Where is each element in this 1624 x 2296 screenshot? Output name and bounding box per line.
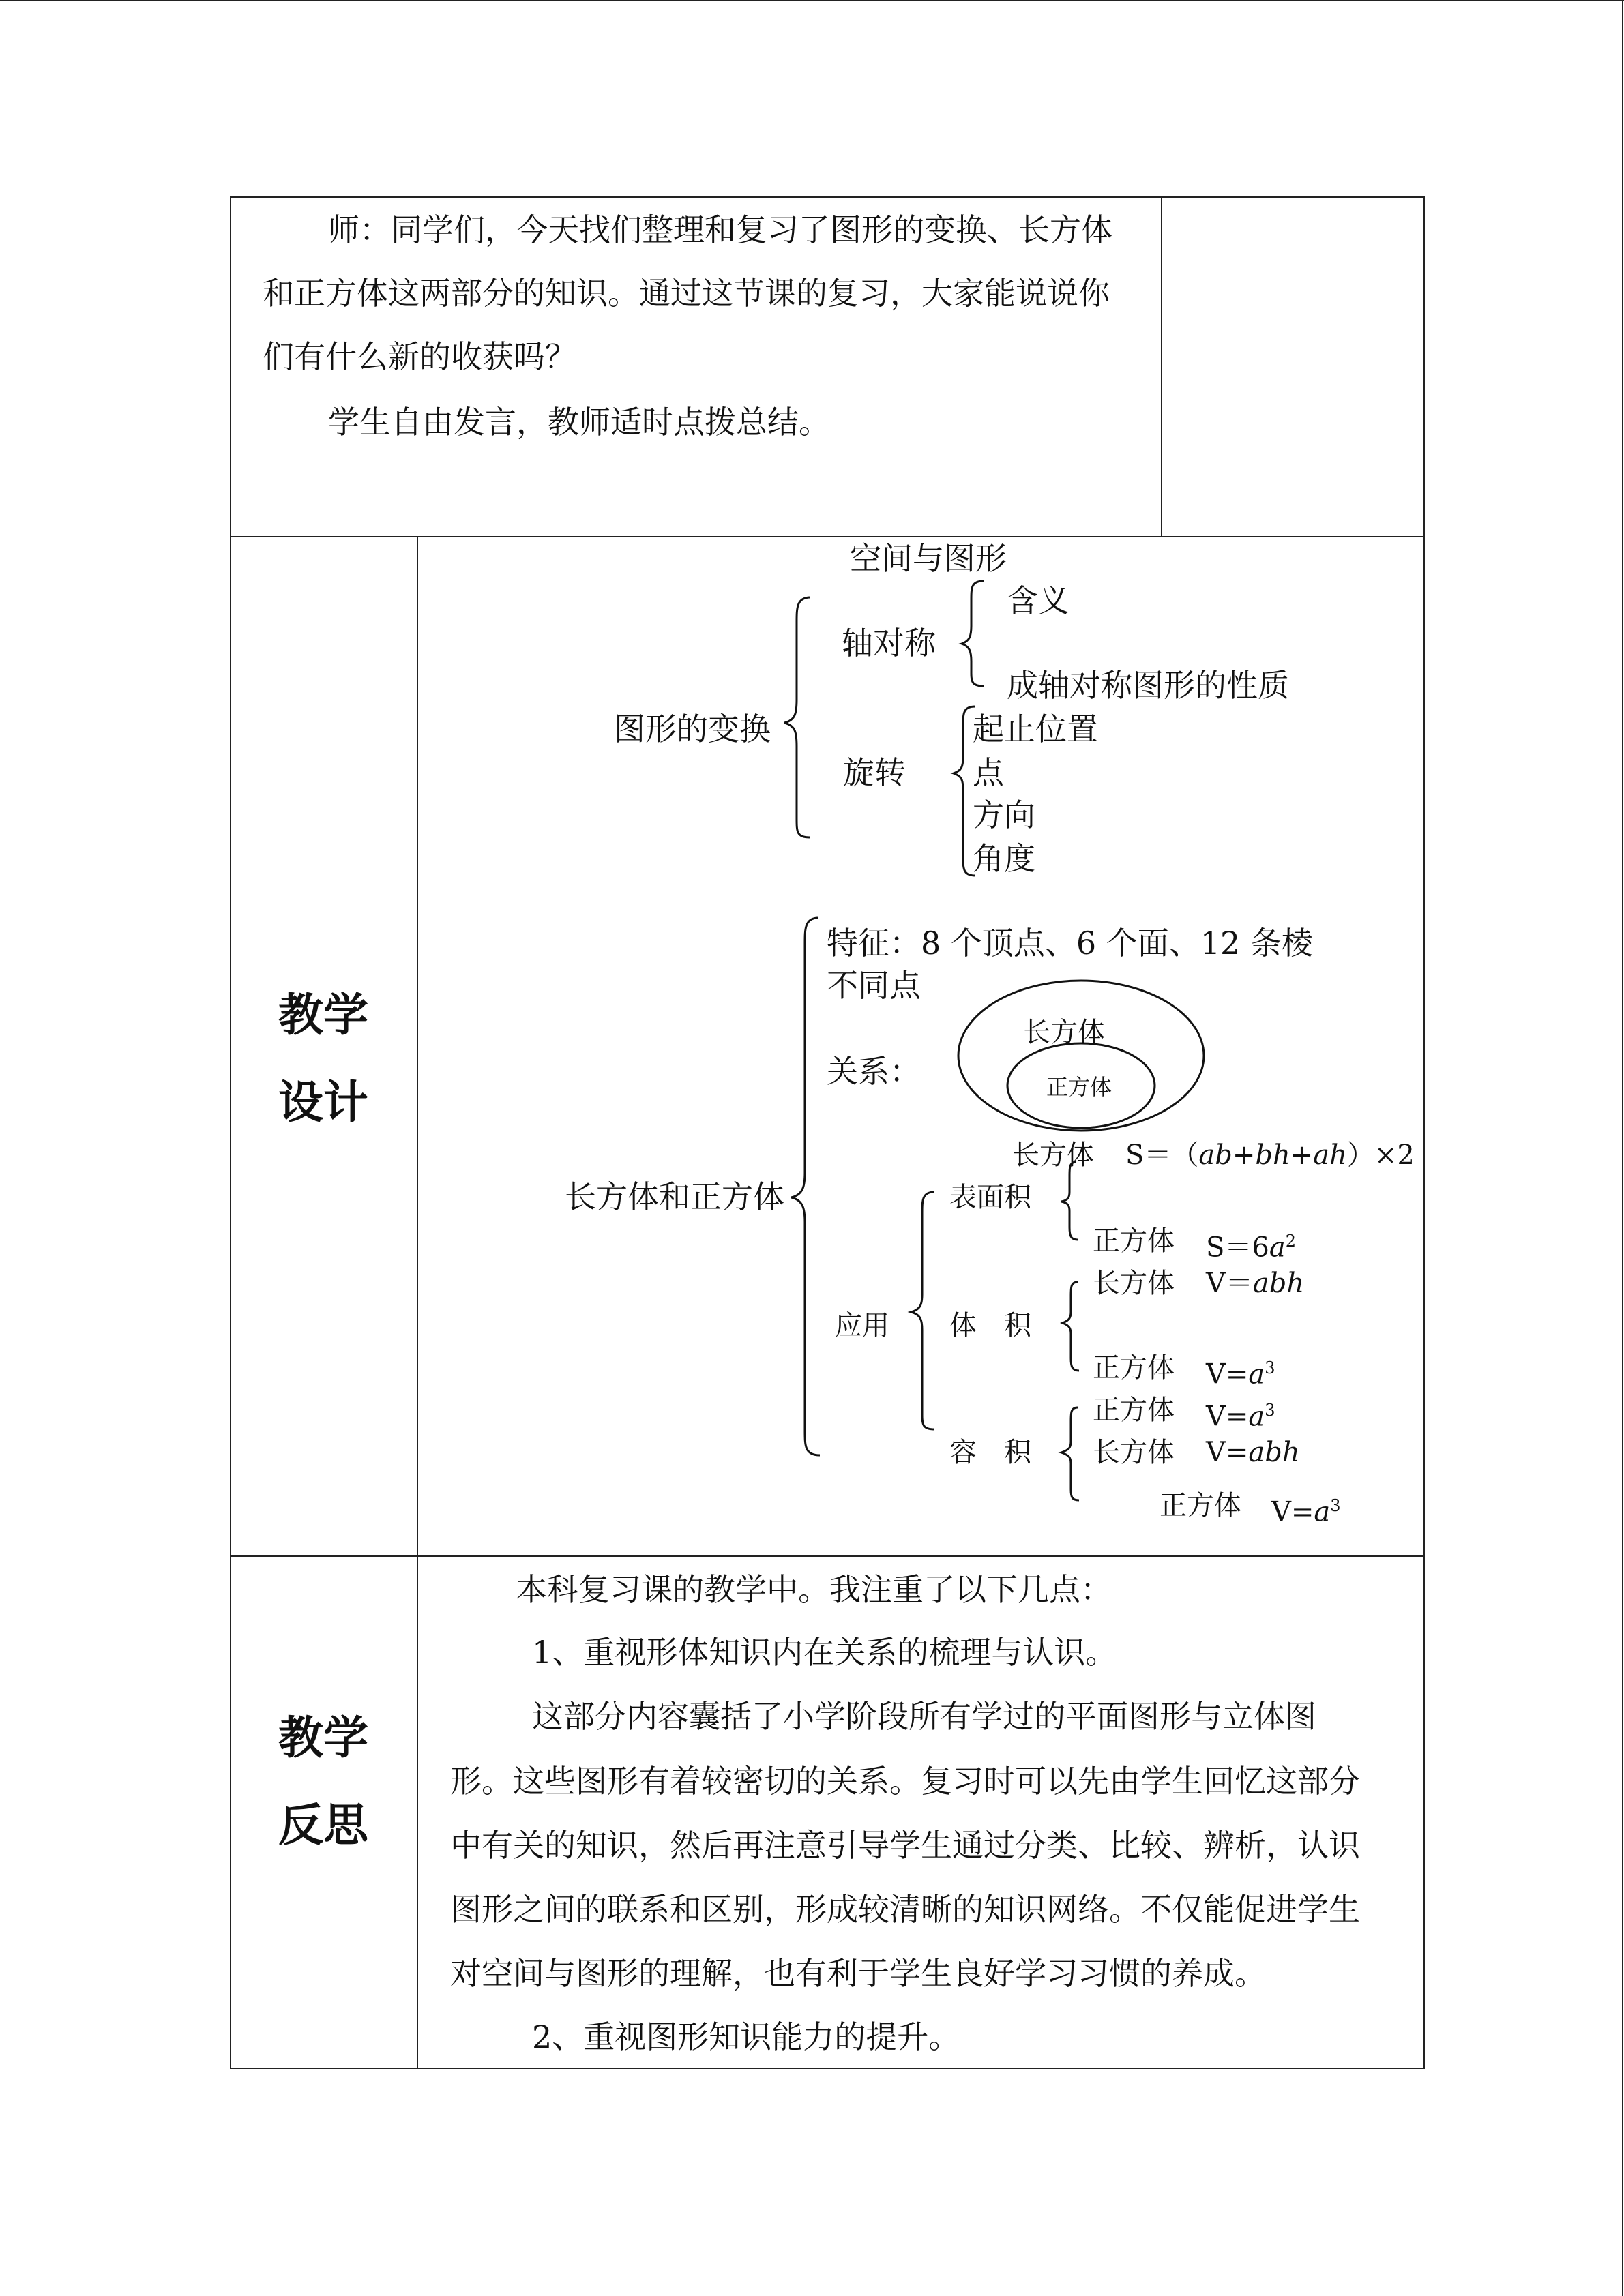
node-rotate-direction: 方向 [973,796,1035,833]
brace-volume [1063,1282,1079,1371]
row1-line-1: 师：同学们，今天找们整理和复习了图形的变换、长方体 [328,211,1112,248]
reflection-label-1: 教学 [278,1711,368,1764]
brace-capacity [1061,1407,1079,1500]
volume-cuboid-label: 长方体 [1093,1268,1175,1299]
node-volume: 体 积 [949,1310,1031,1341]
node-feature: 特征：8 个顶点、6 个面、12 条棱 [827,925,1313,961]
brace-apply [911,1192,934,1429]
node-rotate-position: 起止位置 [973,711,1098,747]
node-apply: 应用 [835,1310,889,1341]
node-difference: 不同点 [827,967,921,1004]
capacity-cube1-label: 正方体 [1093,1395,1175,1426]
reflection-line-5: 中有关的知识，然后再注意引导学生通过分类、比较、辨析，认识 [450,1827,1360,1864]
reflection-line-1: 本科复习课的教学中。我注重了以下几点： [516,1571,1112,1608]
node-axis-meaning: 含义 [1007,582,1069,619]
node-axis-property: 成轴对称图形的性质 [1007,667,1289,704]
surface-cube-formula: $S=6a^2$ [1206,1232,1296,1264]
node-rotate: 旋转 [843,754,906,791]
reflection-line-4: 形。这些图形有着较密切的关系。复习时可以先由学生回忆这部分 [450,1763,1360,1800]
capacity-cube2-label: 正方体 [1160,1490,1241,1521]
node-transform: 图形的变换 [614,711,771,747]
brace-transform [784,597,810,837]
brace-axis [962,581,984,686]
surface-cuboid-label: 长方体 [1012,1139,1094,1171]
node-axis-symmetry: 轴对称 [842,625,936,661]
capacity-cuboid-label: 长方体 [1093,1437,1175,1468]
row1-line-2: 和正方体这两部分的知识。通过这节课的复习，大家能说说你 [263,275,1110,312]
volume-cuboid-formula: V＝abh [1206,1268,1305,1299]
capacity-cube2-formula: $V=a^3$ [1271,1496,1341,1528]
reflection-line-6: 图形之间的联系和区别，形成较清晰的知识网络。不仅能促进学生 [450,1891,1360,1928]
brace-surface [1061,1162,1078,1240]
design-label-2: 设计 [278,1075,368,1129]
node-surface-area: 表面积 [949,1182,1031,1213]
node-cuboid-cube: 长方体和正方体 [565,1178,784,1215]
brace-cuboid [791,918,820,1455]
volume-cube-formula: $V=a^3$ [1206,1358,1275,1390]
row1-line-4: 学生自由发言，教师适时点拨总结。 [328,404,830,441]
row1-line-3: 们有什么新的收获吗？ [263,338,576,375]
design-label-1: 教学 [278,988,368,1041]
node-rotate-point: 点 [973,754,1004,791]
reflection-line-8: 2、重视图形知识能力的提升。 [532,2018,960,2055]
surface-cuboid-formula: S＝（ab+bh+ah）×2 [1125,1139,1415,1171]
reflection-line-7: 对空间与图形的理解，也有利于学生良好学习习惯的养成。 [450,1955,1266,1992]
reflection-line-2: 1、重视形体知识内在关系的梳理与认识。 [532,1634,1117,1671]
volume-cube-label: 正方体 [1093,1352,1175,1384]
venn-outer-label: 长方体 [1023,1017,1105,1048]
node-rotate-angle: 角度 [973,840,1035,877]
node-capacity: 容 积 [949,1437,1031,1468]
venn-inner-label: 正方体 [1046,1074,1112,1100]
venn-outer-ellipse [958,981,1204,1131]
capacity-cuboid-formula: V=abh [1206,1437,1300,1468]
reflection-line-3: 这部分内容囊括了小学阶段所有学过的平面图形与立体图 [532,1698,1316,1735]
surface-cube-label: 正方体 [1093,1225,1175,1257]
node-relation: 关系： [827,1053,921,1090]
reflection-label-2: 反思 [278,1798,368,1851]
capacity-cube1-formula: $V=a^3$ [1206,1401,1275,1433]
diagram-title: 空间与图形 [850,540,1007,577]
